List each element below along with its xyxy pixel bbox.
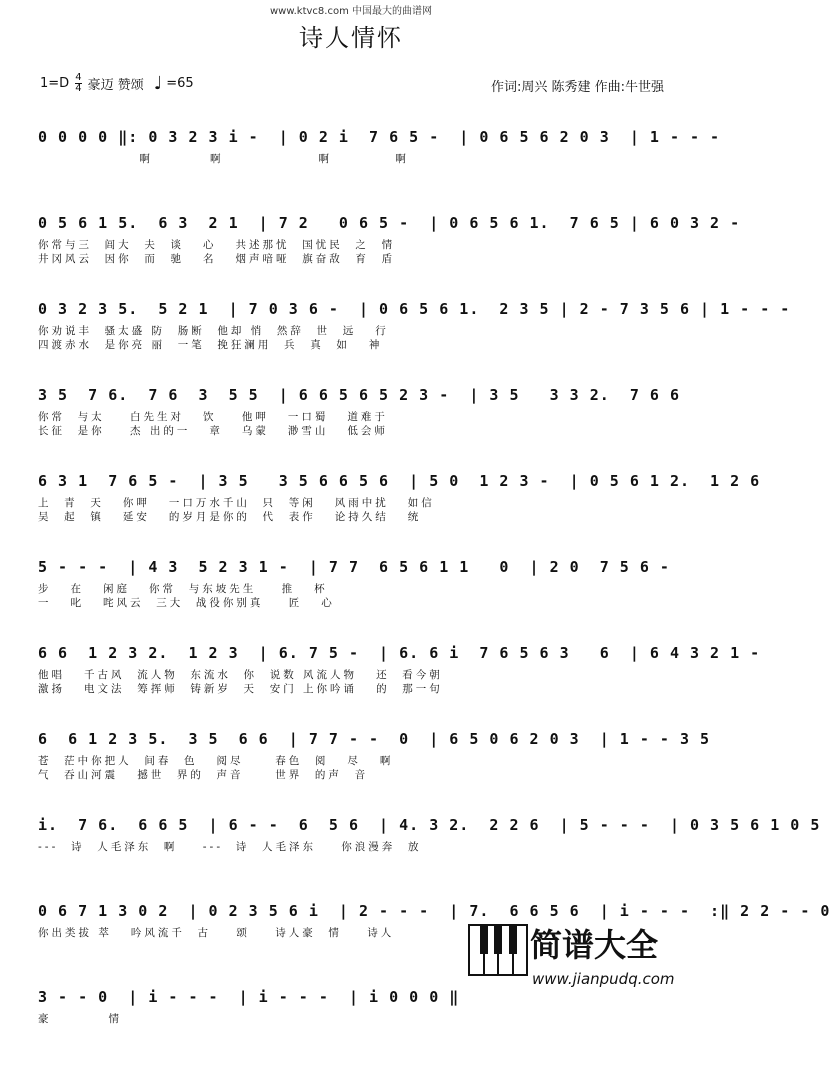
score-system — [38, 466, 761, 552]
lyric-line-verse1: 豪 情 — [38, 1013, 123, 1025]
lyric-line-verse2 — [38, 854, 678, 868]
quarter-note-icon: ♩ — [153, 73, 163, 94]
site-header: www.ktvc8.com 中国最大的曲谱网 — [269, 6, 432, 17]
key-signature: 1=D — [40, 76, 70, 91]
lyric-line-verse2: 气 吞山河震 撼世 界的 声音 世界 的声 音 — [38, 769, 369, 781]
notation-line: 5 - - - | 4 3 5 2 3 1 - | 7 7 6 5 6 1 1 0 | 2 0 7 5 6 - — [38, 558, 670, 576]
watermark-text: 简谱大全 — [530, 926, 659, 964]
tempo-text: 豪迈 赞颂 — [87, 78, 144, 93]
lyric-line-verse2 — [38, 1026, 678, 1040]
lyric-line-verse1: 啊 啊 啊 啊 — [38, 153, 409, 165]
lyric-line-verse1: 你常 与太 白先生对 饮 他呷 一口蜀 道难于 — [38, 411, 388, 423]
score-system — [38, 208, 741, 294]
lyric-line-verse1: 步 在 闲庭 你常 与东坡先生 推 杯 — [38, 583, 328, 595]
score-system — [38, 724, 711, 810]
tempo-value: =65 — [166, 76, 194, 91]
notation-line: 6 6 1 2 3 2. 1 2 3 | 6. 7 5 - | 6. 6 i 7 6 5 6 3 6 | 6 4 3 2 1 - — [38, 644, 761, 662]
lyric-line-verse1: --- 诗 人毛泽东 啊 --- 诗 人毛泽东 你浪漫奔 放 — [38, 841, 422, 853]
score-system — [38, 810, 821, 896]
notation-line: 3 5 7 6. 7 6 3 5 5 | 6 6 5 6 5 2 3 - | 3 5 3 3 2. 7 6 6 — [38, 386, 680, 404]
score-system — [38, 380, 678, 466]
lyric-line-verse1: 他唱 千古风 流人物 东流水 你 说数 风流人物 还 看今朝 — [38, 669, 443, 681]
time-signature: $\frac{4}{4}$ — [75, 72, 82, 94]
notation-line: 3 - - 0 | i - - - | i - - - | i 0 0 0 ‖ — [38, 988, 460, 1006]
credits: 作词:周兴 陈秀建 作曲:牛世强 — [490, 80, 664, 95]
lyric-line-verse2: 吴 起 镇 延安 的岁月是你的 代 表作 论持久结 统 — [38, 511, 422, 523]
score-system — [38, 122, 721, 208]
score-system — [38, 552, 678, 638]
watermark — [468, 920, 688, 1000]
lyric-line-verse1: 上 青 天 你呷 一口万水千山 只 等闲 风雨中扰 如信 — [38, 497, 435, 509]
key-tempo-info — [40, 73, 194, 94]
notation-line: 0 6 7 1 3 0 2 | 0 2 3 5 6 i | 2 - - - | 7. 6 6 5 6 | i - - - :‖ 2 2 - - 0 — [38, 902, 830, 920]
lyric-line-verse2: 长征 是你 杰 出的一 章 乌蒙 渺雪山 低会师 — [38, 425, 388, 437]
lyric-line-verse2 — [38, 166, 678, 180]
score-system — [38, 638, 761, 724]
page-title: 诗人情怀 — [299, 24, 403, 52]
lyric-line-verse1: 苍 茫中你把人 间春 色 阅尽 春色 阅 尽 啊 — [38, 755, 394, 767]
lyric-line-verse2: 井冈风云 因你 而 驰 名 烟声喑哑 旗奋敌 育 盾 — [38, 253, 396, 265]
notation-line: 0 5 6 1 5. 6 3 2 1 | 7 2 0 6 5 - | 0 6 5 6 1. 7 6 5 | 6 0 3 2 - — [38, 214, 741, 232]
lyric-line-verse2: 四渡赤水 是你亮 丽 一笔 挽狂澜用 兵 真 如 神 — [38, 339, 383, 351]
lyric-line-verse1: 你出类拔 萃 吟风流千 古 颂 诗人豪 情 诗人 — [38, 927, 395, 939]
notation-line: i. 7 6. 6 6 5 | 6 - - 6 5 6 | 4. 3 2. 2 2 6 | 5 - - - | 0 3 5 6 1 0 5 — [38, 816, 821, 834]
piano-keys-icon — [468, 924, 528, 976]
notation-line: 0 3 2 3 5. 5 2 1 | 7 0 3 6 - | 0 6 5 6 1. 2 3 5 | 2 - 7 3 5 6 | 1 - - - — [38, 300, 791, 318]
notation-line: 0 0 0 0 ‖: 0 3 2 3 i - | 0 2 i 7 6 5 - | 0 6 5 6 2 0 3 | 1 - - - — [38, 128, 721, 146]
notation-line: 6 6 1 2 3 5. 3 5 6 6 | 7 7 - - 0 | 6 5 0 6 2 0 3 | 1 - - 3 5 — [38, 730, 711, 748]
score-system — [38, 294, 791, 380]
lyric-line-verse2: 一 叱 咤风云 三大 战役你别真 匠 心 — [38, 597, 335, 609]
notation-line: 6 3 1 7 6 5 - | 3 5 3 5 6 6 5 6 | 5 0 1 2 3 - | 0 5 6 1 2. 1 2 6 — [38, 472, 761, 490]
lyric-line-verse1: 你常与三 闾大 夫 谈 心 共述那忧 国忧民 之 情 — [38, 239, 396, 251]
lyric-line-verse1: 你劝说丰 骚太盛 防 肠断 他却 悄 然辞 世 远 行 — [38, 325, 389, 337]
lyric-line-verse2: 激扬 电文法 筹挥师 铸新岁 天 安门 上你吟诵 的 那一句 — [38, 683, 443, 695]
watermark-url: www.jianpudq.com — [532, 970, 675, 988]
